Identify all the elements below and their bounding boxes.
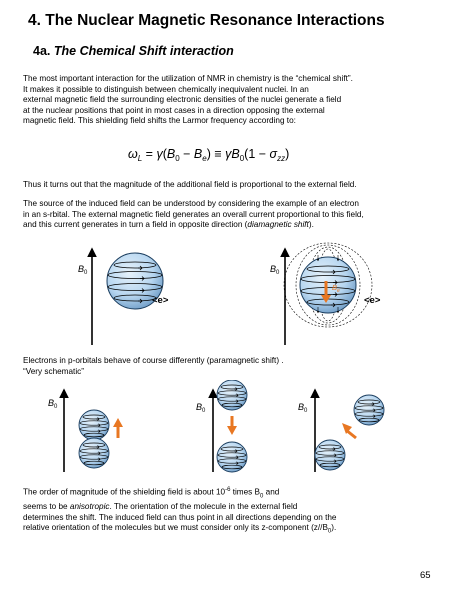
source-line: and this current generates in turn a field in opposite direction (diamagnetic shift). [23,220,314,230]
orange-arrow [342,423,356,438]
svg-text:ωL = γ(B0 − Be) ≡ γB0(1 − σzz): $\omega_L = \gamma(B_0 - B_e) \equiv \gamma B_0(1 - \sigma_{zz})$ [128,147,290,163]
b0-label: $B_0$ [196,402,206,414]
b0-label: $B_0$ [48,398,58,410]
section-subtitle [33,44,234,58]
intro-paragraph [23,74,353,127]
p-orbital-paragraph [23,356,284,377]
electron-label: <e> [152,295,169,306]
final-line: determines the shift. The induced field can thus point in all directions depending on the [23,512,337,522]
b0-label: $B_0$ [298,402,308,414]
s-orbital-figure [0,235,450,365]
section-number: 4a. [33,44,51,58]
result-line: Thus it turns out that the magnitude of the additional field is proportional to the external field. [23,180,357,189]
source-line: in an s-rbital. The external magnetic field generates an overall current proportional to this field, [23,209,364,219]
source-paragraph [23,199,364,231]
intro-line: It makes it possible to distinguish between chemically inequivalent nuclei. In an [23,84,309,94]
p-orbital-figure [0,380,450,480]
anisotropic-term: anisotropic [69,501,110,511]
be-label: $B_e$ [332,283,340,294]
p-orbital-lobes [79,410,109,468]
b0-label: $B_0$ [78,264,88,276]
orange-arrow [227,416,237,435]
intro-line: magnetic field. This shielding field shifts the Larmor frequency according to: [23,116,296,126]
intro-line: external magnetic field the surrounding electronic densities of the nuclei generate a field [23,95,342,105]
intro-line: The most important interaction for the utilization of NMR in chemistry is the “chemical shift”. [23,74,353,83]
source-line: The source of the induced field can be understood by considering the example of an electron [23,199,359,208]
final-line: seems to be anisotropic. The orientation of the molecule in the external field [23,501,298,511]
final-line: The order of magnitude of the shielding field is about $10^{-6}$ times $B_0$ and [23,487,280,500]
intro-line: at the nuclear positions that point in most cases in a direction opposing the external [23,105,325,115]
s-orbital-sphere [300,257,356,313]
diamagnetic-term: diamagnetic shift [247,220,309,230]
page-title: 4. The Nuclear Magnetic Resonance Interactions [28,12,385,29]
p-orbital-line: “Very schematic” [23,366,84,376]
final-line: relative orientation of the molecules but we must consider only its z-component $(z//B_0)$. [23,523,337,535]
p-orbital-line: Electrons in p-orbitals behave of course differently (paramagnetic shift) . [23,356,284,365]
section-name: The Chemical Shift interaction [53,44,234,58]
final-paragraph [23,485,336,537]
electron-label: <e> [364,295,381,306]
b0-label: $B_0$ [270,264,280,276]
page-number: 65 [420,570,431,581]
orange-arrow [113,418,123,438]
larmor-equation [128,143,303,165]
